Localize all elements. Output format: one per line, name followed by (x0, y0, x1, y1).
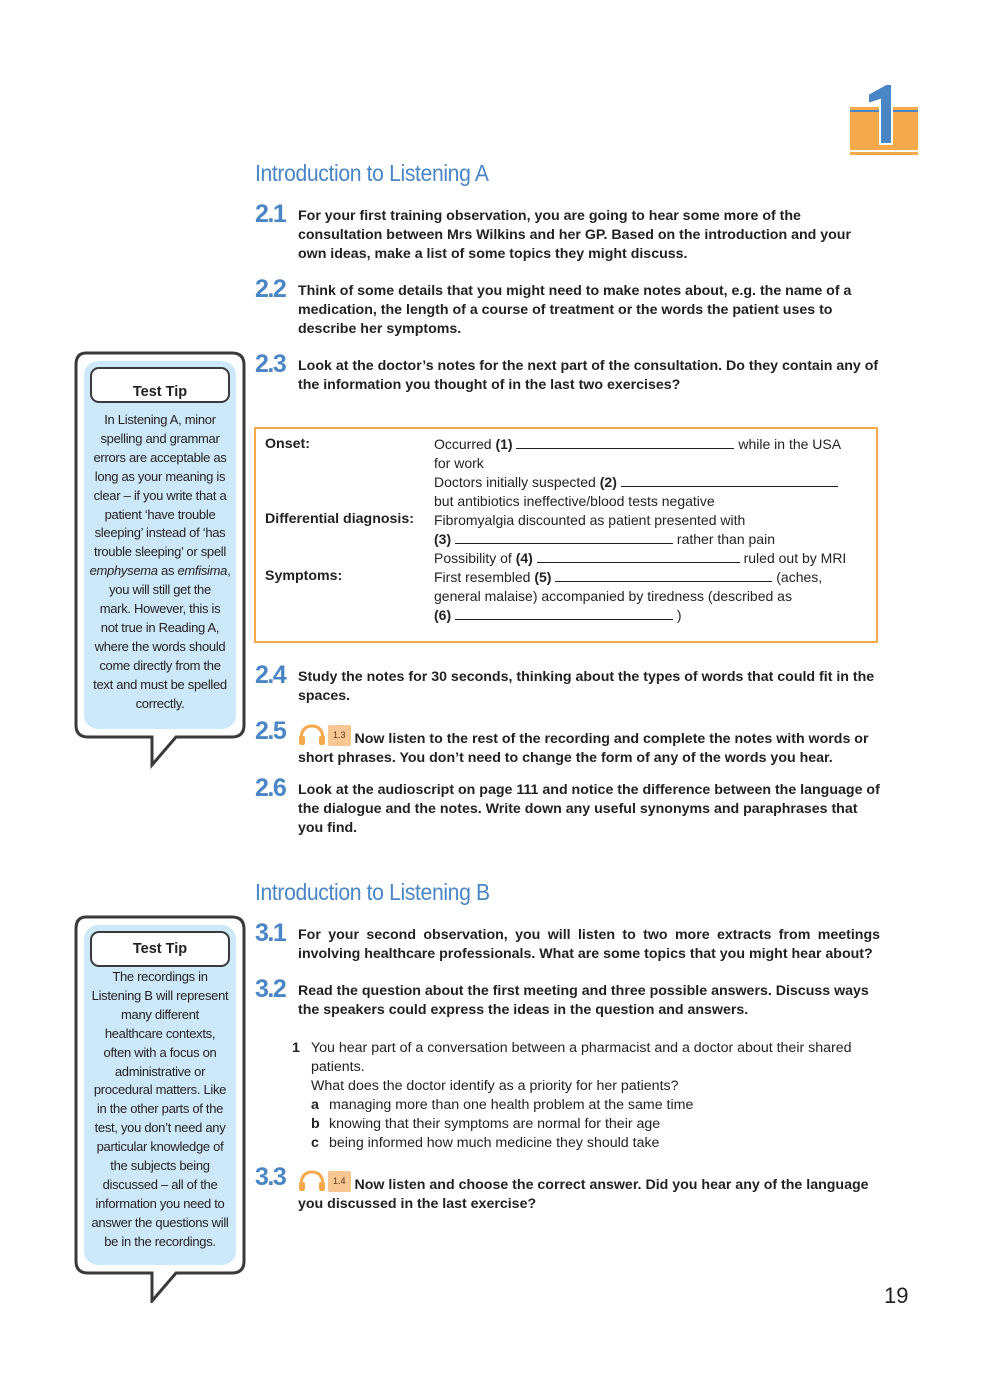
tip-line: not true in Reading A, (100, 619, 220, 635)
exercise-instruction: Look at the doctor’s notes for the next part of the consultation. Do they contain any of the information you thought of in the last two exercises? (298, 358, 879, 393)
tip-italic-word: emphysema (89, 563, 158, 579)
tip-line: particular knowledge of (96, 1139, 224, 1155)
gap-6-blank[interactable] (455, 606, 673, 620)
exercise-number: 2.4 (255, 661, 286, 689)
gap-number-3: (3) (434, 531, 452, 547)
notes-text: Possibility of (434, 550, 516, 566)
doctor-notes-box (254, 427, 878, 643)
tip-line: patient ‘have trouble (104, 506, 216, 522)
notes-line-9: general malaise) accompanied by tiredness (described as (434, 588, 792, 604)
exercise-instruction (298, 1170, 880, 1214)
notes-line-6 (434, 530, 775, 549)
option-text: managing more than one health problem at the same time (329, 1097, 694, 1113)
exercise-number: 3.1 (255, 919, 286, 947)
exercise-number: 3.2 (255, 975, 286, 1003)
tip-line: The recordings in (112, 969, 208, 984)
notes-line-1 (434, 435, 841, 454)
tip-line: In Listening A, minor (104, 412, 216, 427)
gap-number-6: (6) (434, 607, 452, 623)
exercise-2-5 (255, 717, 880, 768)
exercise-number: 2.2 (255, 275, 286, 303)
option-text: knowing that their symptoms are normal for their age (329, 1116, 661, 1132)
gap-number-2: (2) (599, 474, 617, 490)
tip-line: long as your meaning is (94, 468, 226, 484)
audio-track-button[interactable] (298, 724, 351, 746)
tip-line: many different (121, 1006, 199, 1022)
exercise-2-2 (255, 275, 880, 339)
tip-line: mark. However, this is (99, 601, 221, 617)
tip-line: answer the questions will (91, 1214, 229, 1230)
instruction-text: Now listen and choose the correct answer. Did you hear any of the language you discussed in the last exercise? (298, 1177, 869, 1212)
exercise-3-3 (255, 1163, 880, 1214)
notes-text: (aches, (772, 569, 823, 585)
tip-text: , (227, 563, 231, 579)
question-context-row (292, 1039, 882, 1077)
option-letter: a (311, 1097, 319, 1113)
tip-line: you will still get the (109, 582, 211, 598)
tip-line: sleeping’ instead of ‘has (94, 525, 226, 541)
notes-label-symptoms: Symptoms: (265, 568, 343, 584)
test-tip-a-body (86, 411, 234, 714)
option-text: being informed how much medicine they should take (329, 1135, 660, 1151)
answer-option-b[interactable] (292, 1115, 882, 1134)
notes-label-onset: Onset: (265, 436, 310, 452)
gap-1-blank[interactable] (516, 435, 734, 449)
chapter-badge (850, 82, 918, 158)
notes-line-5: Fibromyalgia discounted as patient presented with (434, 512, 746, 528)
notes-line-2: for work (434, 455, 484, 471)
exercise-3-2 (255, 975, 880, 1020)
gap-number-4: (4) (515, 550, 533, 566)
exercise-instruction: For your second observation, you will listen to two more extracts from meetings involving healthcare professionals. What are some topics that you might hear about? (298, 927, 880, 962)
tip-line: healthcare contexts, (104, 1025, 216, 1041)
tip-line: the subjects being (110, 1158, 210, 1174)
tip-line: administrative or (114, 1063, 206, 1079)
answer-option-a[interactable] (292, 1096, 882, 1115)
exercise-2-1 (255, 200, 880, 264)
tip-line: discussed – all of the (102, 1176, 218, 1192)
exercise-number: 2.5 (255, 717, 286, 745)
tip-line: be in the recordings. (104, 1233, 216, 1249)
tip-italic-word: emfisima (177, 563, 228, 579)
headphones-icon (298, 724, 326, 746)
notes-text: while in the USA (734, 436, 842, 452)
page-number: 19 (884, 1283, 909, 1308)
test-tip-a-title: Test Tip (132, 384, 188, 400)
gap-2-blank[interactable] (621, 473, 838, 487)
exercise-2-3 (255, 350, 880, 395)
exercise-number: 2.1 (255, 200, 286, 228)
test-tip-b-title: Test Tip (132, 941, 188, 957)
tip-line: in the other parts of the (96, 1101, 224, 1117)
track-number: 1.3 (328, 725, 351, 746)
section-a-title: Introduction to Listening A (255, 160, 489, 186)
gap-number-5: (5) (534, 569, 552, 585)
notes-text: First resembled (434, 569, 535, 585)
exercise-number: 2.6 (255, 774, 286, 802)
question-1 (292, 1039, 882, 1153)
option-letter: c (311, 1135, 319, 1151)
exercise-3-1 (255, 919, 880, 964)
tip-line: come directly from the (99, 657, 221, 673)
question-prompt: What does the doctor identify as a priority for her patients? (311, 1078, 679, 1094)
gap-3-blank[interactable] (455, 530, 673, 544)
notes-line-10 (434, 606, 682, 625)
notes-text: ) (673, 607, 682, 623)
notes-text: ruled out by MRI (739, 550, 847, 566)
notes-line-3 (434, 473, 838, 492)
tip-line: correctly. (135, 695, 185, 711)
exercise-instruction: Think of some details that you might need to make notes about, e.g. the name of a medication, the length of a course of treatment or the words the patient uses to describe her symptoms. (298, 283, 852, 337)
tip-line: errors are acceptable as (93, 449, 227, 465)
notes-text: rather than pain (673, 531, 775, 547)
answer-option-c[interactable] (292, 1134, 882, 1153)
instruction-text: Now listen to the rest of the recording and complete the notes with words or short phrases. You don’t need to change the form of any of the words you hear. (298, 731, 869, 766)
exercise-instruction: Study the notes for 30 seconds, thinking about the types of words that could fit in the spaces. (298, 669, 875, 704)
audio-track-button[interactable] (298, 1170, 351, 1192)
track-number: 1.4 (328, 1171, 351, 1192)
section-b-title: Introduction to Listening B (255, 879, 490, 905)
gap-4-blank[interactable] (537, 549, 740, 563)
tip-line (86, 562, 234, 581)
tip-line: Listening B will represent (91, 987, 229, 1003)
tip-line: clear – if you write that a (93, 487, 227, 503)
exercise-number: 2.3 (255, 350, 286, 378)
tip-line: information you need to (95, 1195, 225, 1211)
test-tip-b-body (86, 968, 234, 1252)
exercise-instruction (298, 724, 880, 768)
gap-5-blank[interactable] (555, 568, 772, 582)
tip-line: often with a focus on (103, 1044, 217, 1060)
tip-text: as (157, 563, 178, 579)
tip-line: test, you don’t need any (94, 1120, 226, 1136)
exercise-instruction: For your first training observation, you are going to hear some more of the consultation between Mrs Wilkins and her GP. Based on the introduction and your own ideas, make a list of some topics they might discuss. (298, 208, 851, 262)
exercise-2-6 (255, 774, 880, 838)
exercise-2-4 (255, 661, 880, 706)
question-context: You hear part of a conversation between a pharmacist and a doctor about their shared patients. (311, 1040, 852, 1075)
exercise-number: 3.3 (255, 1163, 286, 1191)
option-letter: b (311, 1116, 320, 1132)
tip-line: procedural matters. Like (93, 1082, 227, 1098)
question-number: 1 (292, 1040, 300, 1056)
notes-text: Occurred (434, 436, 496, 452)
notes-line-8 (434, 568, 822, 587)
notes-line-4: but antibiotics ineffective/blood tests negative (434, 493, 715, 509)
chapter-badge-graphic (850, 82, 918, 158)
tip-line: text and must be spelled (93, 676, 227, 692)
notes-label-differential: Differential diagnosis: (265, 511, 414, 527)
exercise-instruction: Read the question about the first meeting and three possible answers. Discuss ways the speakers could express the ideas in the question and answers. (298, 983, 869, 1018)
exercise-instruction: Look at the audioscript on page 111 and notice the difference between the language of the dialogue and the notes. Write down any useful synonyms and paraphrases that you find. (298, 782, 880, 836)
tip-line: trouble sleeping’ or spell (94, 544, 226, 560)
notes-text: Doctors initially suspected (434, 474, 600, 490)
tip-line: where the words should (94, 638, 226, 654)
notes-line-7 (434, 549, 846, 568)
tip-line: spelling and grammar (100, 430, 220, 446)
headphones-icon (298, 1170, 326, 1192)
gap-number-1: (1) (495, 436, 513, 452)
